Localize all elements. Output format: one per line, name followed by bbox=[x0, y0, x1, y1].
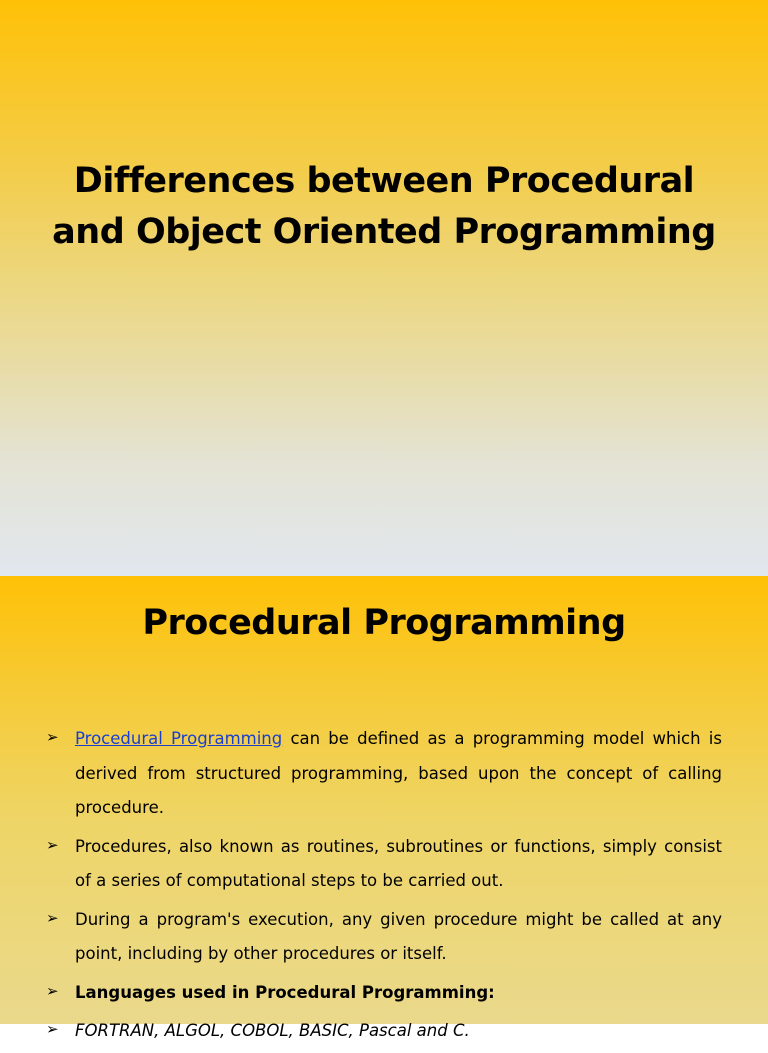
bullet-item-procedures bbox=[46, 830, 722, 899]
slide-heading: Procedural Programming bbox=[142, 603, 626, 643]
slide-title-line-2: and Object Oriented Programming bbox=[52, 212, 716, 252]
procedural-programming-link[interactable]: Procedural Programming bbox=[75, 729, 283, 748]
bullet-text: During a program's execution, any given procedure might be called at any point, including by other procedures or itself. bbox=[75, 909, 722, 963]
arrow-bullet-icon: ➢ bbox=[46, 1020, 59, 1038]
bullet-list bbox=[46, 722, 722, 1053]
bullet-item-languages-list bbox=[46, 1014, 722, 1049]
bullet-text: can be defined as a programming model which is derived from structured programming, based upon the concept of calling procedure. bbox=[75, 729, 722, 817]
bullet-item-languages-heading bbox=[46, 976, 722, 1011]
bullet-text: Procedures, also known as routines, subroutines or functions, simply consist of a series of computational steps to be carried out. bbox=[75, 836, 722, 890]
arrow-bullet-icon: ➢ bbox=[46, 908, 59, 927]
bullet-text: Languages used in Procedural Programming: bbox=[75, 982, 495, 1002]
procedural-programming-slide bbox=[0, 576, 768, 1040]
bullet-text: FORTRAN, ALGOL, COBOL, BASIC, Pascal and C. bbox=[75, 1021, 470, 1040]
bullet-item-execution bbox=[46, 903, 722, 972]
arrow-bullet-icon: ➢ bbox=[46, 981, 59, 1000]
slide-title bbox=[40, 156, 728, 258]
arrow-bullet-icon: ➢ bbox=[46, 728, 59, 746]
arrow-bullet-icon: ➢ bbox=[46, 835, 59, 854]
slide-title-line-1: Differences between Procedural bbox=[73, 161, 695, 201]
bullet-item-definition bbox=[46, 722, 722, 826]
